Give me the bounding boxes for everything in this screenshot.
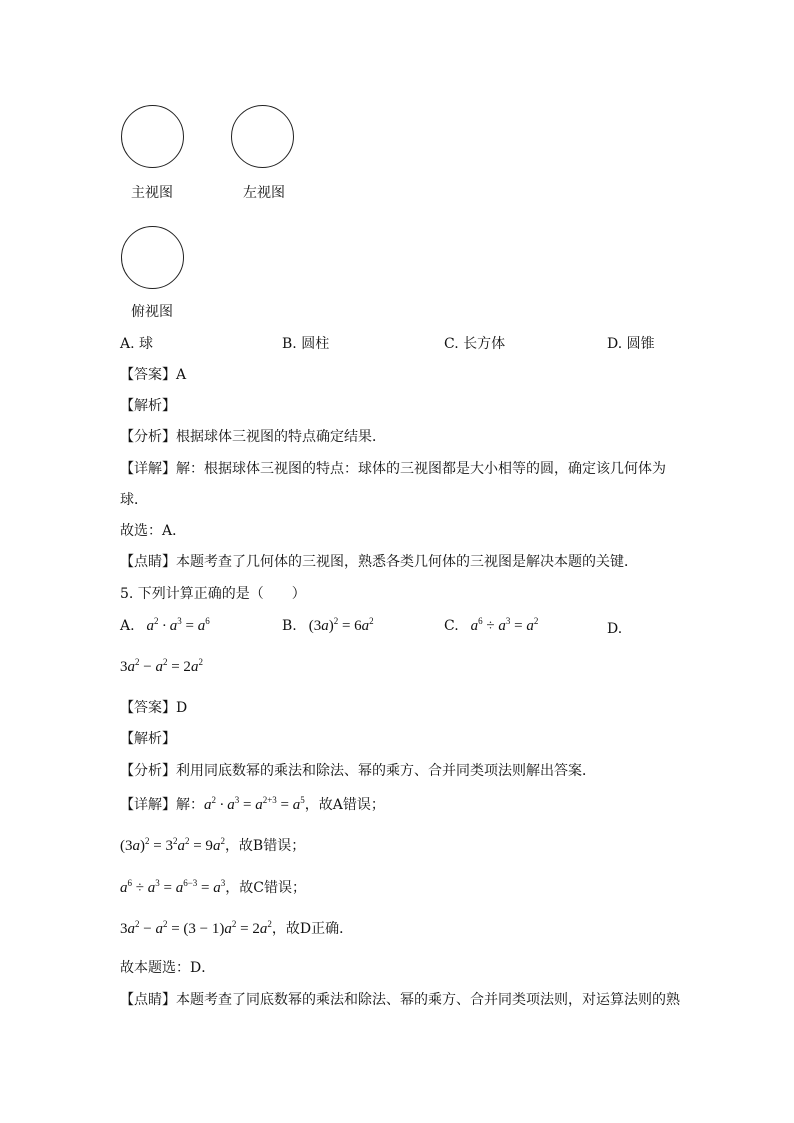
q5-detail-d-formula: $3a^2 - a^2 = (3 - 1)a^2 = 2a^2$ (120, 919, 272, 937)
q5-detail-b-formula: $(3a)^2 = 3^2a^2 = 9a^2$ (120, 836, 225, 854)
front-view-caption: 主视图 (131, 185, 173, 201)
q5-option-b (282, 618, 374, 635)
q4-choose: 故选：A． (120, 523, 187, 539)
q4-option-c: C. 长方体 (444, 336, 506, 352)
q5-analysis-heading: 【解析】 (120, 731, 176, 747)
q5-detail-d (120, 918, 353, 938)
q5-option-a-label: A. (120, 618, 135, 634)
top-view-circle (121, 226, 184, 289)
q4-option-a: A. 球 (120, 336, 154, 352)
q5-option-d-formula: $3a^2 - a^2 = 2a^2$ (120, 657, 203, 675)
q5-option-d: D. (607, 621, 623, 637)
q5-detail-a-formula: $a^2 \cdot a^3 = a^{2+3} = a^5$ (204, 795, 305, 813)
q5-fenxi: 【分析】利用同底数幂的乘法和除法、幂的乘方、合并同类项法则解出答案． (120, 763, 596, 779)
q5-note-c: ，故C错误； (225, 880, 306, 896)
q5-dianjing: 【点睛】本题考查了同底数幂的乘法和除法、幂的乘方、合并同类项法则，对运算法则的熟 (120, 992, 680, 1008)
q5-answer: 【答案】D (120, 700, 188, 716)
q4-fenxi: 【分析】根据球体三视图的特点确定结果． (120, 429, 386, 445)
q4-answer: 【答案】A (120, 367, 187, 383)
top-view-caption: 俯视图 (131, 304, 173, 320)
q5-option-b-formula: $(3a)^2 = 6a^2$ (308, 616, 374, 634)
left-view-caption: 左视图 (243, 185, 285, 201)
q5-option-a (120, 618, 210, 635)
left-view-circle (231, 105, 294, 168)
q5-detail-prefix: 【详解】解： (120, 797, 204, 813)
q5-detail-b (120, 835, 305, 855)
q5-detail-a (120, 794, 385, 814)
q5-option-a-formula: $a^2 \cdot a^3 = a^6$ (139, 616, 210, 634)
q5-choose: 故本题选：D． (120, 960, 216, 976)
q4-analysis-heading: 【解析】 (120, 398, 176, 414)
q4-dianjing: 【点睛】本题考查了几何体的三视图，熟悉各类几何体的三视图是解决本题的关键． (120, 554, 638, 570)
q5-option-b-label: B. (282, 618, 297, 634)
q5-option-c-label: C. (444, 618, 459, 634)
q5-stem: 5. 下列计算正确的是（ ） (120, 586, 306, 602)
q5-detail-c-formula: $a^6 \div a^3 = a^{6-3} = a^3$ (120, 878, 226, 896)
q5-note-a: ，故A错误； (304, 797, 385, 813)
q5-option-c-formula: $a^6 \div a^3 = a^2$ (463, 616, 539, 634)
q5-note-d: ，故D正确． (271, 921, 354, 937)
q4-option-b: B. 圆柱 (282, 336, 330, 352)
q4-option-d: D. 圆锥 (607, 336, 655, 352)
q4-detail-line-1: 【详解】解：根据球体三视图的特点：球体的三视图都是大小相等的圆，确定该几何体为 (120, 461, 666, 477)
q4-detail-line-2: 球． (120, 492, 148, 508)
q5-note-b: ，故B错误； (224, 838, 306, 854)
front-view-circle (121, 105, 184, 168)
q5-detail-c (120, 877, 306, 897)
q5-option-c (444, 618, 538, 635)
